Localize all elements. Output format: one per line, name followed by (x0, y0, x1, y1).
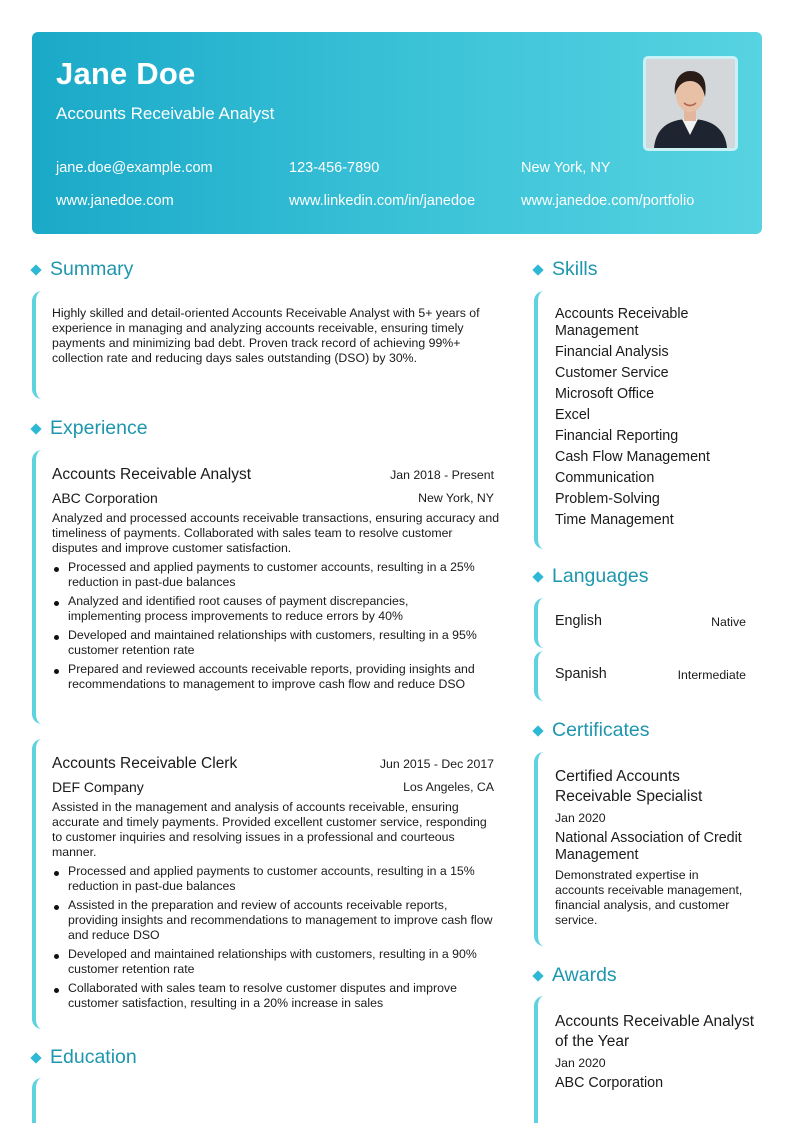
portfolio-link[interactable]: www.janedoe.com/portfolio (521, 193, 695, 209)
language-level: Native (711, 615, 746, 629)
location-text: New York, NY (521, 160, 611, 176)
skills-heading: Skills (531, 258, 598, 281)
job-company: DEF Company (52, 779, 144, 795)
skill-item: Excel (555, 407, 590, 423)
list-item: Prepared and reviewed accounts receivable reports, providing insights and recommendations to management to improve cash flow and reduce DSO (52, 662, 482, 692)
job-dates: Jun 2015 - Dec 2017 (379, 757, 494, 771)
skill-item: Cash Flow Management (555, 449, 710, 465)
language-name: Spanish (555, 666, 607, 682)
job-title: Accounts Receivable Analyst (52, 466, 252, 483)
job-location: New York, NY (418, 491, 494, 505)
list-item: Assisted in the preparation and review of accounts receivable reports, providing insights and recommendations to management to improve cash flow and reduce DSO (52, 898, 497, 943)
skill-item: Communication (555, 470, 655, 486)
job-description: Analyzed and processed accounts receivable transactions, ensuring accuracy and timeliness of payments. Collaborated with sales team to resolve customer disputes and improve customer satisfaction. (52, 511, 500, 555)
language-name: English (555, 613, 602, 629)
diamond-icon (532, 725, 543, 736)
skill-item: Financial Reporting (555, 428, 679, 444)
language-level: Intermediate (677, 668, 746, 682)
list-item: Processed and applied payments to customer accounts, resulting in a 15% reduction in past-due balances (52, 864, 497, 894)
diamond-icon (30, 264, 41, 275)
skill-item: Customer Service (555, 365, 669, 381)
education-section (32, 1078, 502, 1123)
diamond-icon (30, 423, 41, 434)
job-company: ABC Corporation (52, 490, 158, 506)
diamond-icon (532, 970, 543, 981)
resume-header (32, 32, 762, 234)
certificates-heading: Certificates (531, 719, 650, 742)
profile-photo-portrait (646, 59, 735, 148)
education-heading: Education (29, 1046, 137, 1069)
skill-item: Microsoft Office (555, 386, 655, 402)
award-issuer: ABC Corporation (555, 1075, 664, 1091)
skill-item: Accounts Receivable Management (555, 306, 689, 339)
job-bullets (52, 560, 482, 696)
website-link[interactable]: www.janedoe.com (56, 193, 174, 209)
award-date: Jan 2020 (555, 1056, 606, 1070)
skill-item: Problem-Solving (555, 491, 660, 507)
diamond-icon (30, 1052, 41, 1063)
list-item: Analyzed and identified root causes of payment discrepancies, implementing process improvements to reduce errors by 40% (52, 594, 482, 624)
job-location: Los Angeles, CA (403, 780, 494, 794)
summary-heading: Summary (29, 258, 133, 281)
certificate-date: Jan 2020 (555, 811, 606, 825)
certificate-name: Certified Accounts Receivable Specialist (555, 768, 703, 805)
summary-text: Highly skilled and detail-oriented Accounts Receivable Analyst with 5+ years of experience in managing and analyzing accounts receivable, ensuring timely payments and minimizing bad debt. Proven track record of achieving 99%+ collection rate and reducing days sales outstanding (DSO) by 30%. (52, 306, 480, 365)
job-description: Assisted in the management and analysis of accounts receivable, ensuring accurate and timely payments. Provided excellent customer service, responding to customer inquiries and resolving issues in a professional and courteous manner. (52, 800, 487, 859)
list-item: Processed and applied payments to customer accounts, resulting in a 25% reduction in past-due balances (52, 560, 482, 590)
skill-item: Time Management (555, 512, 674, 528)
candidate-name: Jane Doe (56, 56, 196, 91)
job-bullets (52, 864, 497, 1015)
job-dates: Jan 2018 - Present (390, 468, 494, 482)
candidate-title: Accounts Receivable Analyst (56, 104, 275, 123)
linkedin-link[interactable]: www.linkedin.com/in/janedoe (289, 193, 476, 209)
phone-number: 123-456-7890 (289, 160, 380, 176)
certificate-description: Demonstrated expertise in accounts receivable management, financial analysis, and customer service. (555, 868, 743, 927)
diamond-icon (532, 264, 543, 275)
profile-photo (643, 56, 738, 151)
languages-heading: Languages (531, 565, 649, 588)
awards-heading: Awards (531, 964, 617, 987)
list-item: Developed and maintained relationships with customers, resulting in a 95% customer retention rate (52, 628, 482, 658)
email-link[interactable]: jane.doe@example.com (56, 160, 213, 176)
award-name: Accounts Receivable Analyst of the Year (555, 1013, 755, 1050)
job-title: Accounts Receivable Clerk (52, 755, 238, 772)
list-item: Collaborated with sales team to resolve customer disputes and improve customer satisfaction, resulting in a 20% increase in sales (52, 981, 497, 1011)
list-item: Developed and maintained relationships with customers, resulting in a 90% customer retention rate (52, 947, 497, 977)
certificate-issuer: National Association of Credit Management (555, 830, 742, 863)
experience-heading: Experience (29, 417, 148, 440)
diamond-icon (532, 571, 543, 582)
skills-list (555, 306, 755, 533)
skill-item: Financial Analysis (555, 344, 669, 360)
